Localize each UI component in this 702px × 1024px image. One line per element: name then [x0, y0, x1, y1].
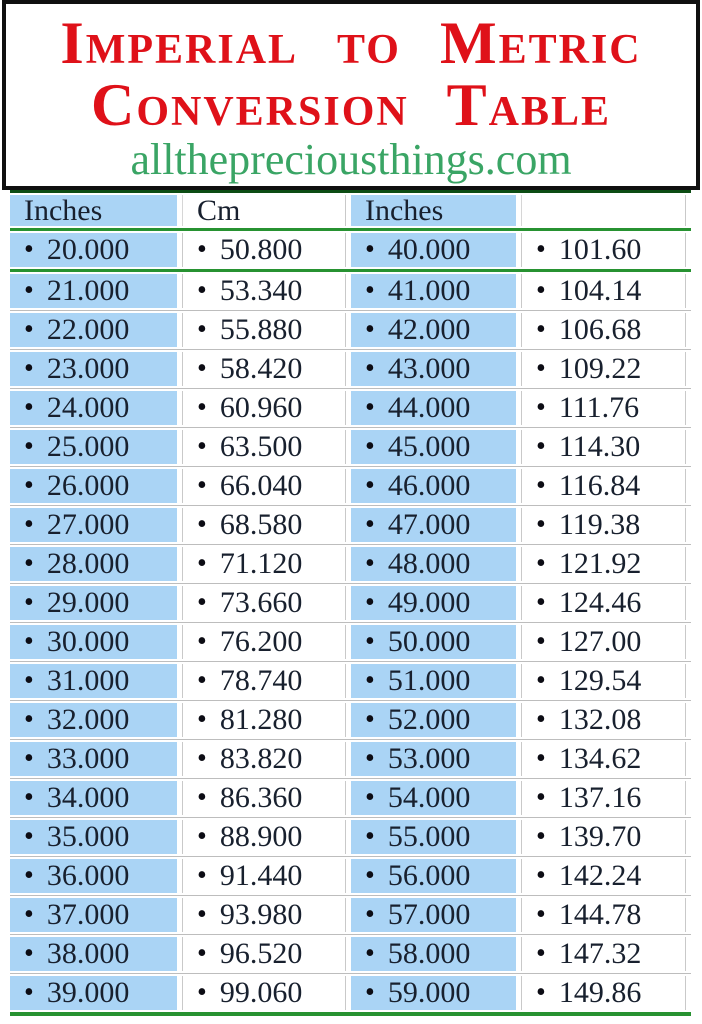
cell-value: 88.900: [219, 820, 303, 853]
cell-value: 20.000: [46, 233, 130, 266]
cell-cm-left: [182, 937, 346, 971]
bullet-icon: •: [365, 626, 375, 657]
bullet-icon: •: [365, 275, 375, 306]
bullet-icon: •: [536, 314, 546, 345]
cell-value: 60.960: [219, 391, 303, 424]
cell-inches-right: [351, 742, 516, 776]
table-row: [10, 349, 691, 388]
cell-cm-right: [521, 898, 686, 932]
cell-inches-right: [351, 781, 516, 815]
cell-value: 52.000: [387, 703, 471, 736]
cell-inches-right: [351, 820, 516, 854]
table-header-row: [10, 193, 691, 231]
website-text: allthepreciousthings.com: [130, 135, 572, 184]
cell-value: 58.000: [387, 937, 471, 970]
bullet-icon: •: [536, 275, 546, 306]
cell-cm-right: [521, 469, 686, 503]
cell-inches-left: [10, 313, 177, 347]
cell-inches-right: [351, 233, 516, 267]
bullet-icon: •: [197, 587, 207, 618]
table-row: [10, 505, 691, 544]
bullet-icon: •: [365, 234, 375, 265]
cell-inches-right: [351, 859, 516, 893]
cell-inches-left: [10, 586, 177, 620]
bullet-icon: •: [365, 743, 375, 774]
cell-value: 23.000: [46, 352, 130, 385]
cell-inches-left: [10, 547, 177, 581]
cell-cm-right: [521, 274, 686, 308]
bullet-icon: •: [197, 860, 207, 891]
bullet-icon: •: [197, 353, 207, 384]
cell-value: 28.000: [46, 547, 130, 580]
cell-value: 109.22: [558, 352, 642, 385]
cell-inches-right: [351, 508, 516, 542]
bullet-icon: •: [365, 899, 375, 930]
bullet-icon: •: [536, 860, 546, 891]
bullet-icon: •: [24, 743, 34, 774]
cell-value: 29.000: [46, 586, 130, 619]
conversion-table: [10, 190, 691, 1016]
cell-inches-right: [351, 664, 516, 698]
cell-cm-left: [182, 391, 346, 425]
cell-inches-left: [10, 625, 177, 659]
bullet-icon: •: [24, 275, 34, 306]
cell-value: 111.76: [558, 391, 640, 424]
cell-inches-left: [10, 703, 177, 737]
cell-value: 147.32: [558, 937, 642, 970]
cell-value: 149.86: [558, 976, 642, 1009]
bullet-icon: •: [24, 431, 34, 462]
bullet-icon: •: [536, 665, 546, 696]
cell-cm-right: [521, 820, 686, 854]
page-title-line2: Conversion Table: [90, 72, 612, 138]
cell-inches-left: [10, 391, 177, 425]
cell-value: 144.78: [558, 898, 642, 931]
cell-value: 46.000: [387, 469, 471, 502]
bullet-icon: •: [197, 704, 207, 735]
cell-value: 32.000: [46, 703, 130, 736]
cell-inches-right: [351, 625, 516, 659]
bullet-icon: •: [536, 431, 546, 462]
bullet-icon: •: [24, 899, 34, 930]
cell-inches-left: [10, 352, 177, 386]
bullet-icon: •: [536, 821, 546, 852]
bullet-icon: •: [536, 938, 546, 969]
bullet-icon: •: [197, 392, 207, 423]
cell-value: 139.70: [558, 820, 642, 853]
bullet-icon: •: [197, 548, 207, 579]
cell-inches-left: [10, 430, 177, 464]
bullet-icon: •: [24, 470, 34, 501]
bullet-icon: •: [197, 743, 207, 774]
bullet-icon: •: [365, 314, 375, 345]
cell-value: 81.280: [219, 703, 303, 736]
cell-value: 21.000: [46, 274, 130, 307]
cell-cm-left: [182, 508, 346, 542]
bullet-icon: •: [365, 665, 375, 696]
cell-inches-right: [351, 274, 516, 308]
bullet-icon: •: [24, 548, 34, 579]
cell-cm-left: [182, 703, 346, 737]
bullet-icon: •: [197, 470, 207, 501]
cell-inches-left: [10, 820, 177, 854]
cell-inches-right: [351, 898, 516, 932]
cell-value: 45.000: [387, 430, 471, 463]
bullet-icon: •: [365, 821, 375, 852]
cell-cm-left: [182, 820, 346, 854]
bullet-icon: •: [536, 470, 546, 501]
cell-cm-right: [521, 313, 686, 347]
cell-value: 132.08: [558, 703, 642, 736]
cell-value: 53.000: [387, 742, 471, 775]
cell-value: 86.360: [219, 781, 303, 814]
cell-cm-left: [182, 547, 346, 581]
bullet-icon: •: [24, 509, 34, 540]
bullet-icon: •: [197, 782, 207, 813]
bullet-icon: •: [365, 782, 375, 813]
cell-value: 49.000: [387, 586, 471, 619]
cell-value: 37.000: [46, 898, 130, 931]
cell-cm-right: [521, 547, 686, 581]
bullet-icon: •: [197, 938, 207, 969]
cell-cm-left: [182, 430, 346, 464]
bullet-icon: •: [536, 587, 546, 618]
table-row: [10, 817, 691, 856]
table-row: [10, 388, 691, 427]
cell-cm-left: [182, 976, 346, 1010]
bullet-icon: •: [536, 899, 546, 930]
bullet-icon: •: [24, 353, 34, 384]
cell-value: 50.000: [387, 625, 471, 658]
cell-cm-right: [521, 625, 686, 659]
bullet-icon: •: [365, 704, 375, 735]
cell-cm-right: [521, 781, 686, 815]
bullet-icon: •: [197, 899, 207, 930]
cell-value: 106.68: [558, 313, 642, 346]
cell-inches-left: [10, 859, 177, 893]
bullet-icon: •: [197, 275, 207, 306]
table-row: [10, 427, 691, 466]
bullet-icon: •: [24, 234, 34, 265]
cell-value: 33.000: [46, 742, 130, 775]
cell-value: 83.820: [219, 742, 303, 775]
bullet-icon: •: [197, 626, 207, 657]
cell-value: 99.060: [219, 976, 303, 1009]
cell-value: 26.000: [46, 469, 130, 502]
cell-inches-left: [10, 898, 177, 932]
cell-value: 58.420: [219, 352, 303, 385]
bullet-icon: •: [197, 665, 207, 696]
bullet-icon: •: [197, 234, 207, 265]
bullet-icon: •: [24, 314, 34, 345]
bullet-icon: •: [197, 977, 207, 1008]
cell-inches-right: [351, 469, 516, 503]
cell-value: 34.000: [46, 781, 130, 814]
bullet-icon: •: [365, 353, 375, 384]
column-header-inches-left: Inches: [10, 195, 177, 226]
cell-value: 43.000: [387, 352, 471, 385]
bullet-icon: •: [365, 860, 375, 891]
cell-inches-left: [10, 937, 177, 971]
cell-cm-left: [182, 352, 346, 386]
table-row: [10, 973, 691, 1012]
cell-cm-right: [521, 586, 686, 620]
table-row: [10, 778, 691, 817]
cell-value: 48.000: [387, 547, 471, 580]
cell-inches-right: [351, 586, 516, 620]
table-row: [10, 583, 691, 622]
cell-cm-left: [182, 469, 346, 503]
cell-value: 51.000: [387, 664, 471, 697]
bullet-icon: •: [536, 353, 546, 384]
cell-cm-right: [521, 430, 686, 464]
bullet-icon: •: [197, 314, 207, 345]
bullet-icon: •: [536, 782, 546, 813]
cell-cm-left: [182, 313, 346, 347]
bullet-icon: •: [365, 587, 375, 618]
cell-inches-left: [10, 976, 177, 1010]
cell-value: 134.62: [558, 742, 642, 775]
cell-cm-left: [182, 586, 346, 620]
cell-value: 36.000: [46, 859, 130, 892]
cell-value: 142.24: [558, 859, 642, 892]
cell-cm-right: [521, 742, 686, 776]
cell-value: 129.54: [558, 664, 642, 697]
cell-inches-right: [351, 391, 516, 425]
cell-value: 24.000: [46, 391, 130, 424]
bullet-icon: •: [365, 977, 375, 1008]
column-header-inches-right: Inches: [351, 195, 516, 226]
bullet-icon: •: [197, 509, 207, 540]
bullet-icon: •: [24, 587, 34, 618]
cell-cm-right: [521, 391, 686, 425]
cell-value: 137.16: [558, 781, 642, 814]
bullet-icon: •: [365, 392, 375, 423]
table-row: [10, 231, 691, 272]
table-row: [10, 272, 691, 310]
table-row: [10, 310, 691, 349]
cell-value: 40.000: [387, 233, 471, 266]
bullet-icon: •: [365, 548, 375, 579]
bullet-icon: •: [365, 470, 375, 501]
cell-value: 25.000: [46, 430, 130, 463]
cell-cm-left: [182, 233, 346, 267]
bullet-icon: •: [24, 626, 34, 657]
cell-cm-left: [182, 274, 346, 308]
bullet-icon: •: [197, 431, 207, 462]
cell-value: 31.000: [46, 664, 130, 697]
cell-value: 91.440: [219, 859, 303, 892]
cell-cm-left: [182, 625, 346, 659]
cell-value: 104.14: [558, 274, 642, 307]
cell-inches-right: [351, 313, 516, 347]
bullet-icon: •: [24, 821, 34, 852]
cell-value: 116.84: [558, 469, 641, 502]
bullet-icon: •: [536, 509, 546, 540]
cell-cm-right: [521, 352, 686, 386]
cell-inches-right: [351, 976, 516, 1010]
bullet-icon: •: [536, 977, 546, 1008]
cell-inches-right: [351, 352, 516, 386]
cell-cm-left: [182, 898, 346, 932]
table-row: [10, 856, 691, 895]
cell-inches-right: [351, 937, 516, 971]
cell-inches-left: [10, 469, 177, 503]
cell-cm-right: [521, 937, 686, 971]
cell-inches-right: [351, 547, 516, 581]
bullet-icon: •: [365, 431, 375, 462]
cell-value: 47.000: [387, 508, 471, 541]
cell-value: 56.000: [387, 859, 471, 892]
bullet-icon: •: [536, 743, 546, 774]
cell-cm-right: [521, 703, 686, 737]
header-box: [2, 0, 700, 190]
cell-value: 68.580: [219, 508, 303, 541]
cell-inches-left: [10, 233, 177, 267]
cell-cm-left: [182, 742, 346, 776]
column-header-cm-right: [521, 195, 686, 226]
table-row: [10, 661, 691, 700]
bullet-icon: •: [536, 548, 546, 579]
cell-cm-right: [521, 976, 686, 1010]
cell-value: 42.000: [387, 313, 471, 346]
cell-value: 63.500: [219, 430, 303, 463]
cell-inches-left: [10, 781, 177, 815]
cell-value: 114.30: [558, 430, 641, 463]
table-row: [10, 700, 691, 739]
cell-value: 53.340: [219, 274, 303, 307]
cell-inches-right: [351, 430, 516, 464]
bullet-icon: •: [197, 821, 207, 852]
cell-value: 39.000: [46, 976, 130, 1009]
cell-cm-left: [182, 859, 346, 893]
cell-value: 35.000: [46, 820, 130, 853]
cell-cm-right: [521, 508, 686, 542]
bullet-icon: •: [24, 782, 34, 813]
cell-value: 119.38: [558, 508, 641, 541]
cell-inches-right: [351, 703, 516, 737]
cell-value: 59.000: [387, 976, 471, 1009]
bullet-icon: •: [536, 626, 546, 657]
cell-cm-right: [521, 664, 686, 698]
bullet-icon: •: [365, 509, 375, 540]
cell-value: 101.60: [558, 233, 642, 266]
table-row: [10, 466, 691, 505]
cell-value: 124.46: [558, 586, 642, 619]
cell-value: 127.00: [558, 625, 642, 658]
bullet-icon: •: [24, 860, 34, 891]
cell-cm-right: [521, 233, 686, 267]
cell-value: 54.000: [387, 781, 471, 814]
cell-value: 121.92: [558, 547, 642, 580]
cell-inches-left: [10, 508, 177, 542]
cell-value: 27.000: [46, 508, 130, 541]
table-row: [10, 934, 691, 973]
cell-cm-left: [182, 664, 346, 698]
bullet-icon: •: [365, 938, 375, 969]
cell-value: 66.040: [219, 469, 303, 502]
bullet-icon: •: [24, 392, 34, 423]
cell-value: 78.740: [219, 664, 303, 697]
table-row: [10, 622, 691, 661]
bullet-icon: •: [24, 977, 34, 1008]
cell-value: 44.000: [387, 391, 471, 424]
bullet-icon: •: [24, 665, 34, 696]
cell-value: 55.000: [387, 820, 471, 853]
cell-value: 96.520: [219, 937, 303, 970]
cell-value: 71.120: [219, 547, 303, 580]
cell-value: 30.000: [46, 625, 130, 658]
bullet-icon: •: [536, 234, 546, 265]
cell-value: 38.000: [46, 937, 130, 970]
cell-inches-left: [10, 664, 177, 698]
cell-value: 22.000: [46, 313, 130, 346]
table-row: [10, 544, 691, 583]
cell-cm-right: [521, 859, 686, 893]
cell-value: 55.880: [219, 313, 303, 346]
cell-inches-left: [10, 274, 177, 308]
cell-value: 73.660: [219, 586, 303, 619]
bullet-icon: •: [536, 704, 546, 735]
cell-inches-left: [10, 742, 177, 776]
cell-value: 57.000: [387, 898, 471, 931]
page-title-line1: Imperial to Metric: [60, 10, 642, 76]
cell-value: 93.980: [219, 898, 303, 931]
bullet-icon: •: [24, 938, 34, 969]
table-row: [10, 895, 691, 934]
column-header-cm-left: Cm: [182, 195, 346, 226]
table-row: [10, 739, 691, 778]
bullet-icon: •: [24, 704, 34, 735]
cell-cm-left: [182, 781, 346, 815]
cell-value: 41.000: [387, 274, 471, 307]
bullet-icon: •: [536, 392, 546, 423]
cell-value: 50.800: [219, 233, 303, 266]
cell-value: 76.200: [219, 625, 303, 658]
